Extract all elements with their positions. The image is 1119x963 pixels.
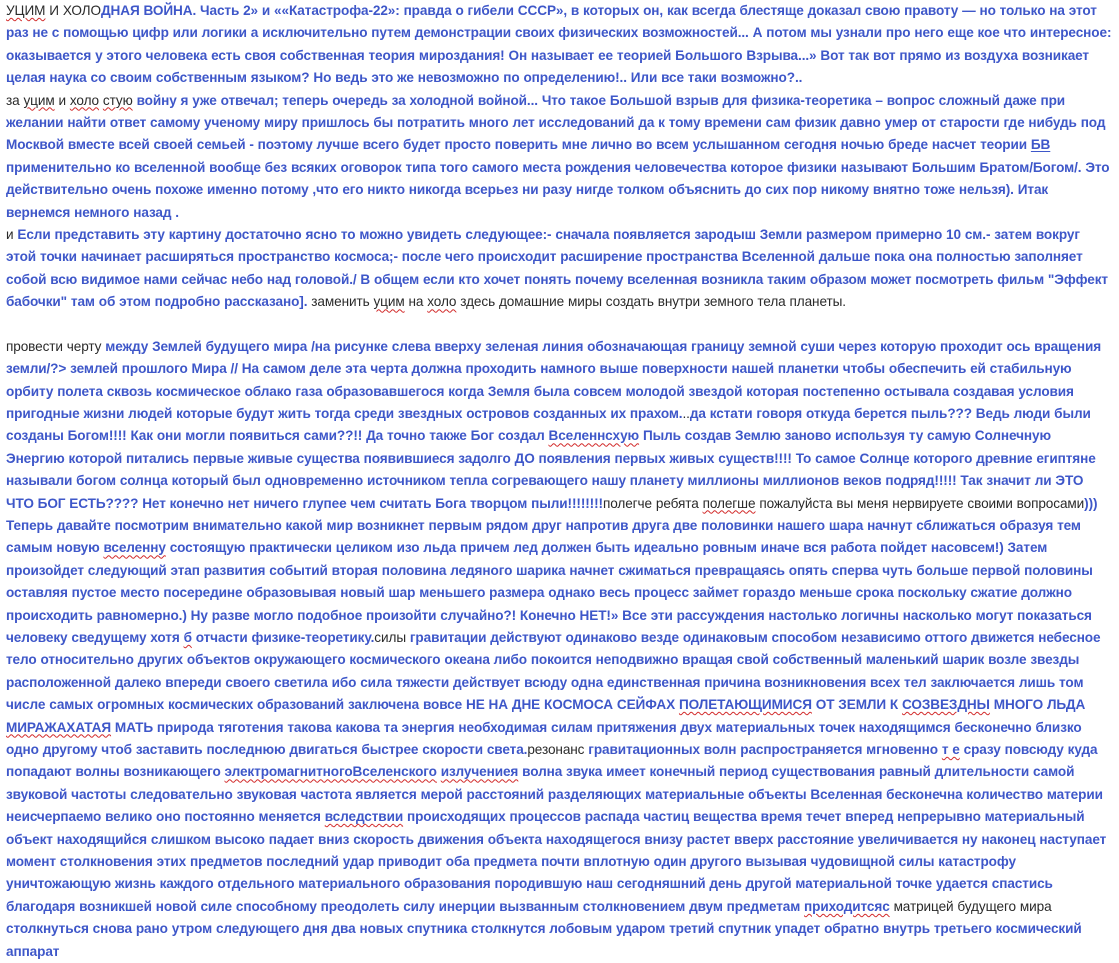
text-run: электромагнитногоВселенского xyxy=(224,764,437,780)
text-run: СОЗВЕЗДНЫ xyxy=(901,697,990,713)
text-run: провести черту xyxy=(6,338,106,354)
text-run: резонанс xyxy=(527,742,589,757)
text-run: уцим xyxy=(23,92,55,108)
text-run: б xyxy=(183,629,192,645)
text-run: гравитации действуют одинаково везде одинаковым способом независимо оттого движется небесное тело относительно других объектов окружающего космического океана либо покоится неподвижно вращая свой собственный маленький шарик возле звезды расположенной далеко впереди своего светила ибо сила тяжести действует всюду одна единственная причина возникновения всех тел заключается лишь том числе самых огромных космических образований заключена вовсе xyxy=(6,629,1101,713)
text-run: МИРАЖАХАТАЯ xyxy=(6,719,112,735)
text-run: приходитсяс xyxy=(804,898,890,914)
text-run: пожалуйста вы меня нервируете своими вопросами xyxy=(755,495,1085,511)
text-run: т е xyxy=(941,742,960,757)
text-run: МАТЬ xyxy=(111,719,154,735)
text-run: БВ xyxy=(1030,137,1051,153)
text-run: .. xyxy=(682,405,690,421)
text-run: и xyxy=(6,227,18,243)
text-run: стую xyxy=(102,92,133,108)
document-body xyxy=(6,0,1113,959)
text-run: между Землей будущего мира /на рисунке слева вверху зеленая линия обозначающая границу земной суши через которую проходит ось вращения земли/?> землей прошлого Мира // На самом деле эта черта должна проходить намного выше поверхности нашей планетки чтобы обеспечить ей стабильную орбиту полета сквозь космическое облако газа образовавшегося когда Земля была совсем молодой звездой которая постепенно остывала создавая условия пригодные жизни людей которые будут жить тогда среди звездных островов созданных их прахом. xyxy=(6,338,1102,421)
text-run: ПОЛЕТАЮЩИМИСЯ xyxy=(678,697,812,713)
text-run: на xyxy=(404,294,428,310)
text-run: состоящую практически целиком изо льда причем лед должен быть идеально ровным иначе вся работа пойдет насовсем!) Затем произойдет следующий этап развития событий вторая половина ледяного шарика начнет сжиматься превращаясь опять сперва чуть больше первой половины оставляя пустое место посередине образовывая новый шар меньшего размера однако весь процесс займет гораздо меньше срока поскольку сжатие должно происходить равномерно.) Ну разве могло подобное произойти случайно?! Конечно НЕТ!» Все эти рассуждения настолько логичны насколько могут показаться человеку сведущему хотя xyxy=(6,540,1093,645)
text-run: МНОГО ЛЬДА xyxy=(989,697,1086,713)
text-run: столкнуться снова рано утром следующего дня два новых спутника столкнутся лобовым ударом третий спутник упадет обратно внутрь третьего космический аппарат xyxy=(6,921,1082,959)
text-run: и xyxy=(54,92,70,108)
blank-line xyxy=(6,314,1113,336)
text-run: излучениея xyxy=(440,764,519,780)
text-run: Если представить эту картину достаточно ясно то можно увидеть следующее:- сначала появляется зародыш Земли размером примерно 10 см.- затем вокруг этой точки начинает расширяться пространство космоса;- после чего происходит расширение пространства Вселенной дальше пока она полностью заполняет собой всю видимое нами сейчас небо над головой./ В общем если кто хочет понять почему вселенная возникла таким образом может посмотреть фильм "Эффект бабочки" там об этом подробно рассказано]. xyxy=(6,227,1108,310)
text-run: уцим xyxy=(373,294,405,310)
text-run: ДНАЯ ВОЙНА. Часть 2» и ««Катастрофа-22»: правда о гибели СССР», в которых он, как всегда блестяще доказал свою правоту — но только на этот раз не с помощью цифр или логики а исключительно путем демонстрации своих физических возможностей... А потом мы узнали про него еще кое что интересное: оказывается у этого человека есть своя собственная теория мироздания! Он называет ее теорией Большого Взрыва...» Вот так вот прямо из воздуха возникает целая наука со своим собственным языком? Но ведь это же невозможно по определению!.. Или все таки возможно?.. xyxy=(6,3,1112,86)
text-run: ))) Теперь давайте посмотрим внимательно какой мир возникнет первым рядом друг напротив друга две половинки нашего шара начнут сближаться образуя тем самым новую xyxy=(6,495,1098,556)
text-run: войну я уже отвечал; теперь очередь за холодной войной... Что такое Большой взрыв для физика-теоретика – вопрос сложный даже при желании найти ответ самому ученому миру пришлось бы потратить много лет исследований да к тому времени сам физик давно умер от старости где нибудь под Москвой вместе всей своей семьей - поэтому лучше всего будет просто поверить мне лично во всем услышанном сегодня ночью бреде насчет теории xyxy=(6,92,1106,153)
text-run: применительно ко вселенной вообще без всяких оговорок типа того самого места рождения человечества которое физики называют Большим Братом/Богом/. Это действительно очень похоже именно потому ,что его никто никогда всерьез ни разу нигде толком объяснить до сих пор никому внятно тоже нельзя). Итак вернемся немного назад . xyxy=(6,159,1110,220)
text-run: заменить xyxy=(307,294,374,310)
text-run: Вселеннсхую xyxy=(548,428,640,444)
text-run: ОТ ЗЕМЛИ К xyxy=(811,697,902,713)
paragraph xyxy=(6,336,1113,963)
text-run: вследствии xyxy=(324,809,404,825)
text-run: И ХОЛО xyxy=(45,3,101,18)
text-run: холо xyxy=(427,294,457,310)
text-run: природа тяготения такова какова та энергия необходимая силам притяжения двух материальных точек находящимся бесконечно близко одно другому чтоб заставить последнюю двигаться быстрее скорости света. xyxy=(6,719,1082,757)
text-run: полегче ребята xyxy=(602,495,703,511)
text-run: вселенну xyxy=(103,540,166,556)
text-run: Пыль создав Землю заново используя ту самую Солнечную Энергию которой питались первые живые существа появившиеся задолго ДО появления первых живых существ!!!! То самое Солнце которого древние египтяне называли богом солнца который был одновременно источником тепла согревающего нашу планету миллионы миллионов веков подряд!!!!! Так значит ли ЭТО ЧТО БОГ ЕСТЬ???? Нет конечно нет ничего глупее чем считать Бога творцом пыли!!!!!!!! xyxy=(6,428,1096,511)
text-run: холо xyxy=(69,92,100,108)
text-run: НЕ НА ДНЕ КОСМОСА СЕЙФАХ xyxy=(465,697,679,713)
text-run: УЦИМ xyxy=(6,3,46,18)
text-run: матрицей будущего мира xyxy=(889,898,1052,914)
paragraph xyxy=(6,224,1113,314)
paragraph xyxy=(6,0,1113,90)
text-run: да кстати говоря откуда берется пыль??? Ведь люди были созданы Богом!!!! Как они могли появиться сами??!! Да точно также Бог создал xyxy=(6,405,1091,444)
text-run: силы xyxy=(374,629,410,645)
text-run: здесь домашние миры создать внутри земного тела планеты. xyxy=(456,294,846,310)
text-run: волна звука имеет конечный период существования равный длительности самой звуковой частоты следовательно звуковая частота является мерой расстояний разделяющих материальные объекты Вселенная бесконечна количество материи неисчерпаемо велико оно постоянно меняется xyxy=(6,764,1103,825)
paragraph xyxy=(6,90,1113,224)
text-run: происходящих процессов распада частиц вещества время течет вперед непрерывно материальный объект находящийся слишком высоко падает вниз скорость движения объекта находящегося внизу растет вверх расстояние увеличивается ну наконец наступает момент столкновения этих предметов последний удар приводит оба предмета почти вплотную один другого вызывая чудовищной силы катастрофу уничтожающую жизнь каждого отдельного материального образования породившую наш сегодняшний день другой материальной точке удается спастись благодаря возникшей новой силе способному преодолеть силу инерции вызванным столкновением двум предметам xyxy=(6,809,1107,914)
text-run: гравитационных волн распространяется мгновенно xyxy=(588,742,942,757)
text-run: за xyxy=(6,92,24,108)
text-run: сразу повсюду куда попадают волны возникающего xyxy=(6,742,1098,780)
text-run: отчасти физике-теоретику. xyxy=(191,629,375,645)
text-run: полегше xyxy=(702,495,756,511)
